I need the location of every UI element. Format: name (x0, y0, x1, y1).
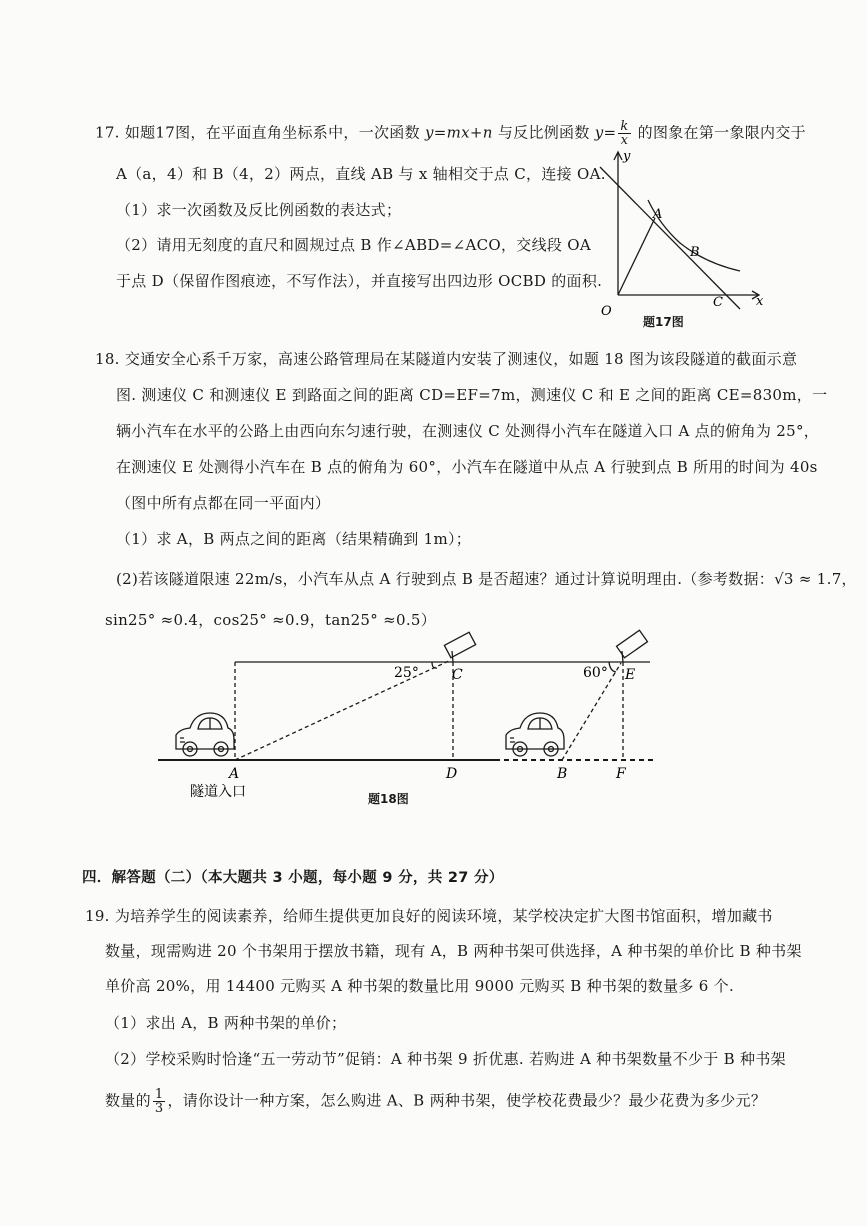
q18-reference-data: sin25° ≈0.4，cos25° ≈0.9，tan25° ≈0.5） (105, 611, 437, 629)
fig18-label-A: A (229, 766, 240, 782)
q19-line-3: 单价高 20%，用 14400 元购买 A 种书架的数量比用 9000 元购买 B 种书架的数量多 6 个. (105, 977, 735, 995)
speed-camera-E (617, 630, 648, 662)
q18-part-2: (2)若该隧道限速 22m/s，小汽车从点 A 行驶到点 B 是否超速？通过计算说明理由.（参考数据：√3 ≈ 1.7， (116, 570, 857, 588)
fig18-label-B: B (557, 766, 568, 782)
fig17-label-C: C (713, 295, 723, 310)
segment-OA (618, 218, 655, 295)
q19-line-6: 数量的 $\frac{1}{3}$ ，请你设计一种方案，怎么购进 A、B 两种书架，使学校花费最少？最少花费为多少元？ (105, 1087, 767, 1116)
q19-part-1: （1）求出 A，B 两种书架的单价； (105, 1014, 347, 1032)
q17-line-2: A（a，4）和 B（4，2）两点，直线 AB 与 x 轴相交于点 C，连接 OA. (116, 165, 606, 183)
q18-line-1: 18. 交通安全心系千万家，高速公路管理局在某隧道内安装了测速仪，如题 18 图为该段隧道的截面示意 (95, 350, 798, 368)
figure-17 (590, 145, 770, 330)
q18-line-3: 辆小汽车在水平的公路上由西向东匀速行驶，在测速仪 C 处测得小汽车在隧道入口 A 点的俯角为 25°， (116, 422, 820, 440)
q18-line-2: 图. 测速仪 C 和测速仪 E 到路面之间的距离 CD=EF=7m，测速仪 C 和 E 之间的距离 CE=830m，一 (116, 386, 828, 404)
fig17-label-x: x (756, 294, 764, 309)
q17-part-1: （1）求一次函数及反比例函数的表达式； (116, 201, 402, 219)
q17-linear-function: y=mx+n (425, 123, 493, 142)
angle-25-arc (432, 662, 437, 668)
q17-fraction-k-over-x: $\frac{k}{x}$ (620, 119, 629, 148)
q17-inverse-function: y= (594, 123, 617, 142)
fig18-angle-60: 60° (583, 665, 608, 681)
fig17-label-A: A (653, 207, 663, 222)
q19-line-2: 数量，现需购进 20 个书架用于摆放书籍，现有 A，B 两种书架可供选择，A 种书架的单价比 B 种书架 (105, 942, 802, 960)
fig18-label-D: D (446, 766, 458, 782)
speed-camera-C (444, 632, 475, 662)
q19-fraction-one-third: $\frac{1}{3}$ (154, 1087, 164, 1116)
angle-60-arc (609, 662, 616, 672)
figure-18-caption: 题18图 (368, 792, 409, 806)
q18-line-4: 在测速仪 E 处测得小汽车在 B 点的俯角为 60°，小汽车在隧道中从点 A 行驶到点 B 所用的时间为 40s (116, 458, 818, 476)
q19-line-1: 19. 为培养学生的阅读素养，给师生提供更加良好的阅读环境，某学校决定扩大图书馆面积，增加藏书 (85, 907, 773, 925)
figure-17-caption: 题17图 (643, 315, 684, 329)
car-icon (506, 713, 564, 756)
fig18-angle-25: 25° (394, 665, 419, 681)
q18-part-1: （1）求 A，B 两点之间的距离（结果精确到 1m）； (116, 530, 472, 548)
q18-line-5: （图中所有点都在同一平面内） (116, 494, 331, 512)
section-4-heading: 四．解答题（二）（本大题共 3 小题，每小题 9 分，共 27 分） (82, 870, 504, 886)
q17-line-1: 17. 如题17图，在平面直角坐标系中，一次函数 y=mx+n 与反比例函数 y= $\frac{k}{x}$ 的图象在第一象限内交于 (95, 119, 806, 148)
fig17-label-O: O (601, 304, 612, 319)
fig17-label-y: y (623, 149, 631, 164)
fig18-label-C: C (452, 667, 463, 683)
figure-18 (150, 625, 670, 800)
car-icon (176, 713, 234, 756)
q17-line-5: 于点 D（保留作图痕迹，不写作法），并直接写出四边形 OCBD 的面积. (116, 272, 603, 290)
q17-part-2: （2）请用无刻度的直尺和圆规过点 B 作∠ABD=∠ACO，交线段 OA (116, 236, 591, 254)
fig18-tunnel-entrance: 隧道入口 (190, 784, 246, 800)
q19-part-2: （2）学校采购时恰逢“五一劳动节”促销：A 种书架 9 折优惠. 若购进 A 种书架数量不少于 B 种书架 (105, 1050, 786, 1068)
fig17-label-B: B (690, 245, 700, 260)
fig18-label-F: F (616, 766, 626, 782)
fig18-label-E: E (625, 667, 636, 683)
